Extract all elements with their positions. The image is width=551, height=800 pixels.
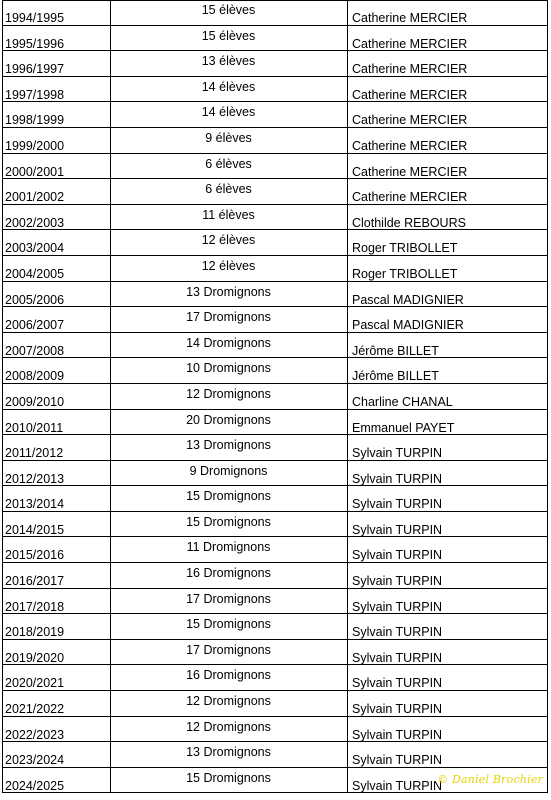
teacher-name-cell: Catherine MERCIER <box>352 138 468 153</box>
table-border-right <box>547 128 548 154</box>
table-row <box>2 717 548 743</box>
table-border-right <box>547 768 548 794</box>
teacher-name-cell: Sylvain TURPIN <box>352 522 443 537</box>
table-row <box>2 282 548 308</box>
column-divider <box>347 51 348 77</box>
teacher-name-cell: Sylvain TURPIN <box>352 702 443 717</box>
school-year-cell: 2013/2014 <box>5 497 65 512</box>
table-border-right <box>547 256 548 282</box>
table-border-left <box>2 154 3 180</box>
column-divider <box>347 742 348 768</box>
table-border-left <box>2 26 3 52</box>
column-divider <box>347 179 348 205</box>
table-border-right <box>547 179 548 205</box>
teacher-name-cell: Jérôme BILLET <box>352 369 439 384</box>
column-divider <box>347 691 348 717</box>
table-border-left <box>2 589 3 615</box>
table-border-right <box>547 230 548 256</box>
student-count-cell: 12 Dromignons <box>186 719 271 734</box>
table-border-left <box>2 256 3 282</box>
school-year-cell: 2002/2003 <box>5 215 65 230</box>
teacher-name-cell: Charline CHANAL <box>352 394 453 409</box>
school-year-cell: 2016/2017 <box>5 574 65 589</box>
table-border-right <box>547 589 548 615</box>
student-count-cell: 20 Dromignons <box>186 412 271 427</box>
column-divider <box>347 77 348 103</box>
column-divider <box>347 358 348 384</box>
table-row <box>2 358 548 384</box>
school-year-cell: 2000/2001 <box>5 164 65 179</box>
table-row <box>2 333 548 359</box>
school-year-cell: 2014/2015 <box>5 522 65 537</box>
table-row <box>2 256 548 282</box>
column-divider <box>347 512 348 538</box>
student-count-cell: 16 Dromignons <box>186 566 271 581</box>
student-count-cell: 12 Dromignons <box>186 386 271 401</box>
teacher-name-cell: Sylvain TURPIN <box>352 650 443 665</box>
table-border-left <box>2 333 3 359</box>
table-border-right <box>547 205 548 231</box>
teacher-name-cell: Sylvain TURPIN <box>352 548 443 563</box>
table-row <box>2 614 548 640</box>
table-row <box>2 0 548 26</box>
table-border-right <box>547 537 548 563</box>
table-row <box>2 26 548 52</box>
school-year-cell: 1999/2000 <box>5 138 65 153</box>
table-border-right <box>547 26 548 52</box>
column-divider <box>347 282 348 308</box>
table-row <box>2 435 548 461</box>
table-border-left <box>2 358 3 384</box>
table-row <box>2 512 548 538</box>
table-row <box>2 307 548 333</box>
table-border-right <box>547 384 548 410</box>
student-count-cell: 15 Dromignons <box>186 770 271 785</box>
school-year-cell: 2024/2025 <box>5 778 65 793</box>
column-divider <box>347 410 348 436</box>
teacher-name-cell: Clothilde REBOURS <box>352 215 466 230</box>
table-row <box>2 230 548 256</box>
teacher-name-cell: Sylvain TURPIN <box>352 676 443 691</box>
student-count-cell: 12 élèves <box>201 233 256 248</box>
student-count-cell: 17 Dromignons <box>186 310 271 325</box>
table-border-left <box>2 691 3 717</box>
table-border-right <box>547 717 548 743</box>
table-row <box>2 589 548 615</box>
column-divider <box>347 461 348 487</box>
table-border-right <box>547 333 548 359</box>
school-year-cell: 1996/1997 <box>5 62 65 77</box>
student-count-cell: 16 Dromignons <box>186 668 271 683</box>
table-border-left <box>2 461 3 487</box>
table-row <box>2 102 548 128</box>
table-border-right <box>547 486 548 512</box>
table-border-right <box>547 665 548 691</box>
table-border-right <box>547 77 548 103</box>
table-border-right <box>547 154 548 180</box>
table-border-left <box>2 307 3 333</box>
table-row <box>2 128 548 154</box>
table-row <box>2 563 548 589</box>
table-border-right <box>547 358 548 384</box>
table-row <box>2 77 548 103</box>
table-border-left <box>2 51 3 77</box>
table-row <box>2 691 548 717</box>
student-count-cell: 13 élèves <box>201 54 256 69</box>
table-border-left <box>2 0 3 26</box>
student-count-cell: 15 élèves <box>201 28 256 43</box>
school-year-cell: 2006/2007 <box>5 318 65 333</box>
table-border-left <box>2 410 3 436</box>
table-border-left <box>2 563 3 589</box>
table-border-right <box>547 0 548 26</box>
teacher-name-cell: Sylvain TURPIN <box>352 599 443 614</box>
teacher-name-cell: Catherine MERCIER <box>352 113 468 128</box>
table-border-left <box>2 717 3 743</box>
table-border-right <box>547 282 548 308</box>
table-row <box>2 205 548 231</box>
student-count-cell: 14 élèves <box>201 79 256 94</box>
column-divider <box>347 768 348 794</box>
student-count-cell: 13 Dromignons <box>186 438 271 453</box>
column-divider <box>347 230 348 256</box>
table-row <box>2 154 548 180</box>
student-count-cell: 17 Dromignons <box>186 642 271 657</box>
teacher-name-cell: Catherine MERCIER <box>352 87 468 102</box>
school-year-cell: 2003/2004 <box>5 241 65 256</box>
school-year-cell: 2021/2022 <box>5 702 65 717</box>
student-count-cell: 14 élèves <box>201 105 256 120</box>
student-count-cell: 14 Dromignons <box>186 335 271 350</box>
table-border-right <box>547 640 548 666</box>
table-border-right <box>547 51 548 77</box>
column-divider <box>347 384 348 410</box>
school-year-cell: 2011/2012 <box>5 446 64 461</box>
student-count-cell: 9 Dromignons <box>189 463 268 478</box>
student-count-cell: 12 élèves <box>201 258 256 273</box>
table-border-left <box>2 282 3 308</box>
teacher-name-cell: Roger TRIBOLLET <box>352 241 458 256</box>
school-year-cell: 2020/2021 <box>5 676 65 691</box>
column-divider <box>347 128 348 154</box>
teacher-name-cell: Sylvain TURPIN <box>352 574 443 589</box>
column-divider <box>347 102 348 128</box>
column-divider <box>347 26 348 52</box>
school-year-cell: 2007/2008 <box>5 343 65 358</box>
table-border-left <box>2 77 3 103</box>
student-count-cell: 13 Dromignons <box>186 745 271 760</box>
column-divider <box>347 614 348 640</box>
table-row <box>2 665 548 691</box>
table-row <box>2 179 548 205</box>
teacher-name-cell: Sylvain TURPIN <box>352 753 443 768</box>
table-border-left <box>2 537 3 563</box>
column-divider <box>347 665 348 691</box>
school-year-cell: 2010/2011 <box>5 420 64 435</box>
table-row <box>2 461 548 487</box>
student-count-cell: 15 élèves <box>201 3 256 17</box>
teacher-name-cell: Pascal MADIGNIER <box>352 318 464 333</box>
column-divider <box>347 205 348 231</box>
teacher-name-cell: Sylvain TURPIN <box>352 727 443 742</box>
table-border-left <box>2 486 3 512</box>
table-border-left <box>2 230 3 256</box>
school-year-cell: 2019/2020 <box>5 650 65 665</box>
school-year-cell: 2012/2013 <box>5 471 65 486</box>
table-border-right <box>547 742 548 768</box>
school-year-cell: 2005/2006 <box>5 292 65 307</box>
column-divider <box>347 717 348 743</box>
table-border-left <box>2 435 3 461</box>
school-year-cell: 1998/1999 <box>5 113 65 128</box>
school-year-cell: 1995/1996 <box>5 36 65 51</box>
table-row <box>2 640 548 666</box>
student-count-cell: 6 élèves <box>205 182 252 197</box>
student-count-cell: 15 Dromignons <box>186 514 271 529</box>
teacher-name-cell: Sylvain TURPIN <box>352 778 443 793</box>
school-year-cell: 2004/2005 <box>5 266 65 281</box>
teacher-name-cell: Sylvain TURPIN <box>352 446 443 461</box>
student-count-cell: 15 Dromignons <box>186 489 271 504</box>
school-year-cell: 2015/2016 <box>5 548 65 563</box>
table-row <box>2 537 548 563</box>
table-border-left <box>2 102 3 128</box>
column-divider <box>347 537 348 563</box>
table-row <box>2 410 548 436</box>
student-count-cell: 13 Dromignons <box>186 284 271 299</box>
table-row <box>2 486 548 512</box>
teacher-name-cell: Catherine MERCIER <box>352 11 468 25</box>
school-year-cell: 2001/2002 <box>5 190 65 205</box>
table-border-left <box>2 384 3 410</box>
student-count-cell: 9 élèves <box>205 130 252 145</box>
table-border-left <box>2 665 3 691</box>
table-border-left <box>2 640 3 666</box>
column-divider <box>347 563 348 589</box>
column-divider <box>347 435 348 461</box>
teacher-name-cell: Catherine MERCIER <box>352 190 468 205</box>
teacher-name-cell: Sylvain TURPIN <box>352 625 443 640</box>
student-count-cell: 11 Dromignons <box>186 540 271 555</box>
copyright-watermark: © Daniel Brochier <box>437 773 543 786</box>
table-border-right <box>547 512 548 538</box>
table-row <box>2 384 548 410</box>
table-border-right <box>547 614 548 640</box>
school-year-cell: 2023/2024 <box>5 753 65 768</box>
teacher-name-cell: Emmanuel PAYET <box>352 420 455 435</box>
school-year-cell: 2009/2010 <box>5 394 65 409</box>
table-border-left <box>2 768 3 794</box>
student-count-cell: 17 Dromignons <box>186 591 271 606</box>
teacher-name-cell: Sylvain TURPIN <box>352 471 443 486</box>
student-count-cell: 15 Dromignons <box>186 617 271 632</box>
table-border-left <box>2 205 3 231</box>
column-divider <box>347 0 348 26</box>
table-border-right <box>547 410 548 436</box>
student-count-cell: 12 Dromignons <box>186 694 271 709</box>
school-year-cell: 2018/2019 <box>5 625 65 640</box>
table-border-left <box>2 179 3 205</box>
school-year-cell: 2022/2023 <box>5 727 65 742</box>
student-count-cell: 11 élèves <box>202 207 255 222</box>
student-count-cell: 6 élèves <box>205 156 252 171</box>
column-divider <box>347 307 348 333</box>
teacher-name-cell: Catherine MERCIER <box>352 62 468 77</box>
student-count-cell: 10 Dromignons <box>186 361 271 376</box>
school-year-cell: 2017/2018 <box>5 599 65 614</box>
column-divider <box>347 589 348 615</box>
teacher-name-cell: Sylvain TURPIN <box>352 497 443 512</box>
column-divider <box>347 640 348 666</box>
column-divider <box>347 256 348 282</box>
teacher-name-cell: Catherine MERCIER <box>352 164 468 179</box>
table-border-left <box>2 742 3 768</box>
table-border-right <box>547 461 548 487</box>
table-row <box>2 51 548 77</box>
teacher-name-cell: Roger TRIBOLLET <box>352 266 458 281</box>
table-row <box>2 742 548 768</box>
teacher-name-cell: Jérôme BILLET <box>352 343 439 358</box>
enrollment-table <box>2 0 548 793</box>
table-border-left <box>2 128 3 154</box>
teacher-name-cell: Pascal MADIGNIER <box>352 292 464 307</box>
school-year-cell: 2008/2009 <box>5 369 65 384</box>
column-divider <box>347 333 348 359</box>
table-border-right <box>547 307 548 333</box>
table-border-right <box>547 102 548 128</box>
teacher-name-cell: Catherine MERCIER <box>352 36 468 51</box>
school-year-cell: 1994/1995 <box>5 11 65 25</box>
table-border-left <box>2 614 3 640</box>
column-divider <box>347 154 348 180</box>
table-border-right <box>547 563 548 589</box>
school-year-cell: 1997/1998 <box>5 87 65 102</box>
table-border-left <box>2 512 3 538</box>
column-divider <box>347 486 348 512</box>
table-border-right <box>547 691 548 717</box>
table-border-right <box>547 435 548 461</box>
